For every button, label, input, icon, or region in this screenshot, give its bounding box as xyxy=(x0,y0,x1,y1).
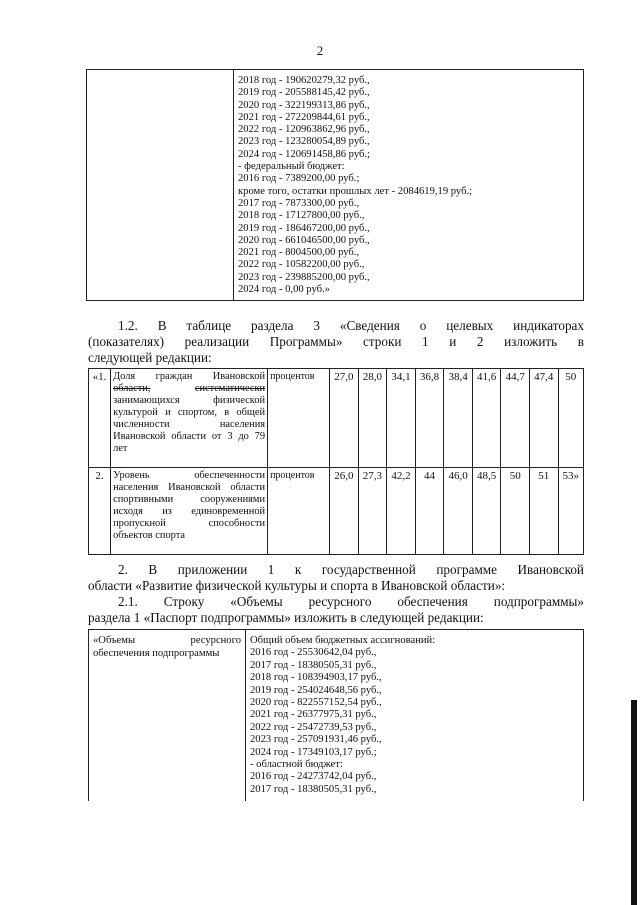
paragraph-line: 2.1. Строку «Объемы ресурсного обеспечения подпрограммы» xyxy=(118,594,584,609)
funding-line: 2023 год - 123280054,89 руб., xyxy=(238,136,370,148)
funding-line: 2017 год - 18380505,31 руб., xyxy=(250,659,377,671)
value-cell: 27,0 xyxy=(330,369,359,468)
funding-line: 2023 год - 239885200,00 руб., xyxy=(238,271,370,283)
value-cell: 47,4 xyxy=(530,369,559,468)
funding-line: 2019 год - 186467200,00 руб., xyxy=(238,222,370,234)
paragraph-line: (показателях) реализации Программы» строки 1 и 2 изложить в xyxy=(88,334,584,349)
funding-line: 2021 год - 8004500,00 руб., xyxy=(238,247,360,259)
value-cell: 38,4 xyxy=(444,369,473,468)
value-cell: 34,1 xyxy=(387,369,416,468)
funding-line: 2020 год - 661046500,00 руб., xyxy=(238,234,370,246)
funding-line: - областной бюджет: xyxy=(250,759,343,771)
value-cell: 48,5 xyxy=(472,468,501,555)
row-number: 2. xyxy=(89,468,111,555)
table-row xyxy=(89,630,584,802)
value-cell: 53» xyxy=(558,468,583,555)
funding-line: 2023 год - 257091931,46 руб., xyxy=(250,734,382,746)
paragraph-line: следующей редакции: xyxy=(88,350,212,365)
indicators-table xyxy=(88,368,584,555)
funding-line: Общий объем бюджетных ассигнований: xyxy=(250,635,436,646)
paragraph-line: раздела 1 «Паспорт подпрограммы» изложить в следующей редакции: xyxy=(88,610,484,625)
funding-line: 2024 год - 0,00 руб.» xyxy=(238,284,330,296)
funding-line: 2021 год - 26377975,31 руб., xyxy=(250,709,377,721)
subprogram-resources-table xyxy=(88,629,584,801)
value-cell: 50 xyxy=(558,369,583,468)
scan-edge-bar xyxy=(631,700,637,905)
unit-cell: процентов xyxy=(268,369,330,468)
funding-line: 2018 год - 17127800,00 руб., xyxy=(238,210,365,222)
funding-table-continued xyxy=(86,69,584,301)
value-cell: 26,0 xyxy=(330,468,359,555)
funding-line: 2022 год - 10582200,00 руб., xyxy=(238,259,365,271)
table-row xyxy=(89,468,584,555)
funding-line: 2020 год - 322199313,86 руб., xyxy=(238,99,370,111)
value-cell: 27,3 xyxy=(358,468,387,555)
funding-line: 2021 год - 272209844,61 руб., xyxy=(238,111,370,123)
paragraph-1-2 xyxy=(88,318,584,366)
funding-line: 2019 год - 254024648,56 руб., xyxy=(250,684,382,696)
value-cell: 36,8 xyxy=(415,369,444,468)
funding-line: кроме того, остатки прошлых лет - 2084619,19 руб.; xyxy=(238,185,473,197)
funding-line: 2019 год - 205588145,42 руб., xyxy=(238,87,370,99)
funding-line: 2016 год - 7389200,00 руб.; xyxy=(238,173,360,185)
funding-line: 2024 год - 17349103,17 руб.; xyxy=(250,746,377,758)
unit-cell: процентов xyxy=(268,468,330,555)
value-cell: 51 xyxy=(530,468,559,555)
funding-line: 2017 год - 18380505,31 руб., xyxy=(250,783,377,795)
funding-line: 2018 год - 190620279,32 руб., xyxy=(238,75,370,86)
value-cell: 46,0 xyxy=(444,468,473,555)
table-row xyxy=(87,70,584,301)
value-cell: 50 xyxy=(501,468,530,555)
page-number: 2 xyxy=(316,43,324,58)
paragraph-line: 1.2. В таблице раздела 3 «Сведения о целевых индикаторах xyxy=(118,318,584,333)
value-cell: 28,0 xyxy=(358,369,387,468)
funding-line: - федеральный бюджет: xyxy=(238,161,345,173)
value-cell: 44 xyxy=(415,468,444,555)
value-cell: 41,6 xyxy=(472,369,501,468)
funding-line: 2022 год - 120963862,96 руб., xyxy=(238,124,370,136)
funding-line: 2022 год - 25472739,53 руб., xyxy=(250,721,377,733)
funding-lines-cell xyxy=(234,70,584,301)
paragraph-line: 2. В приложении 1 к государственной программе Ивановской xyxy=(118,562,584,577)
table-row xyxy=(89,369,584,468)
row-label: «Объемы ресурсного обеспечения подпрограммы xyxy=(89,630,246,802)
row-number: «1. xyxy=(89,369,111,468)
funding-line: 2020 год - 822557152,54 руб., xyxy=(250,697,382,709)
funding-line: 2024 год - 120691458,86 руб.; xyxy=(238,148,370,160)
value-cell: 42,2 xyxy=(387,468,416,555)
funding-line: 2018 год - 108394903,17 руб., xyxy=(250,672,382,684)
indicator-description: Уровень обеспеченности населения Ивановской области спортивными сооружениями исходя из единовременной пропускной способности объектов спорта xyxy=(111,468,268,555)
funding-line: 2017 год - 7873300,00 руб., xyxy=(238,197,360,209)
funding-lines-cell xyxy=(246,630,584,802)
funding-line: 2016 год - 25530642,04 руб., xyxy=(250,647,377,659)
paragraph-2 xyxy=(88,562,584,626)
indicator-description: Доля граждан Ивановской области, систематически занимающихся физической культурой и спортом, в общей численности населения Ивановской области от 3 до 79 лет xyxy=(111,369,268,468)
paragraph-line: области «Развитие физической культуры и спорта в Ивановской области»: xyxy=(88,578,506,593)
funding-line: 2016 год - 24273742,04 руб., xyxy=(250,771,377,783)
value-cell: 44,7 xyxy=(501,369,530,468)
empty-cell xyxy=(87,70,234,301)
